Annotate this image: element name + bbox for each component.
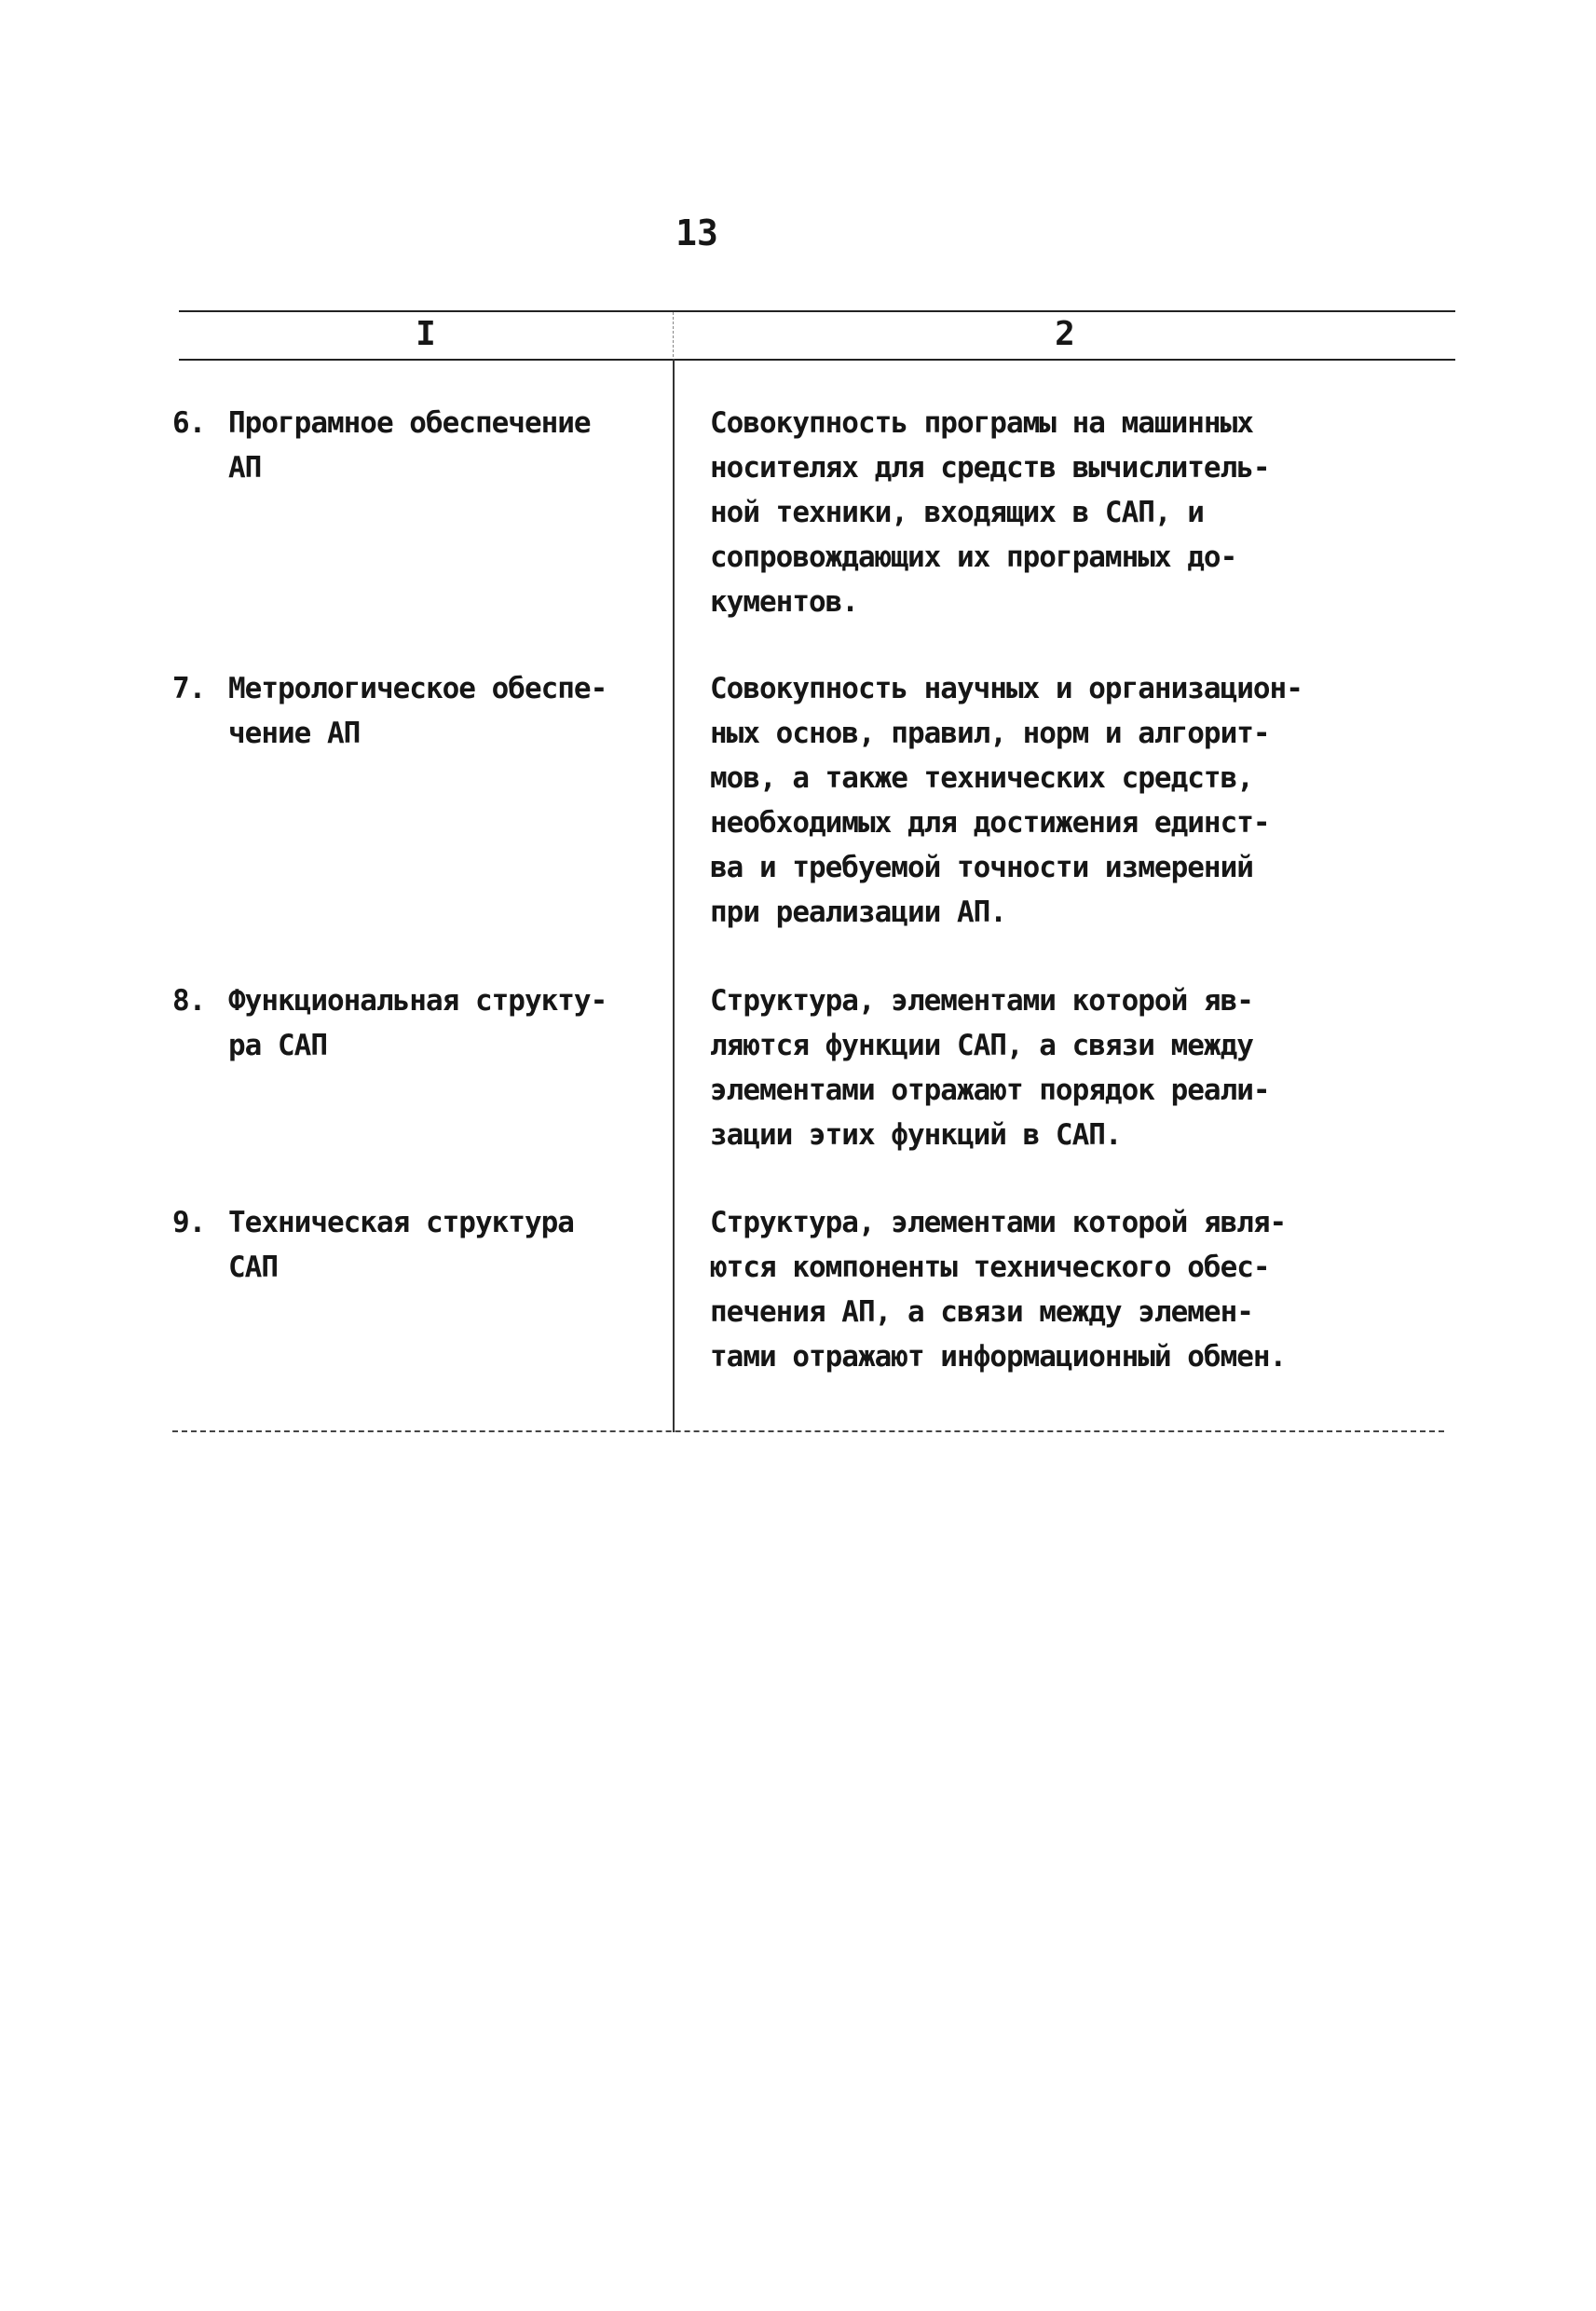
definition-cell [710, 666, 1381, 935]
definition-line: носителях для средств вычислитель- [710, 451, 1270, 485]
column-header-2: 2 [1055, 315, 1075, 353]
definition-line: ются компоненты технического обес- [710, 1251, 1270, 1284]
term-cell [172, 978, 666, 1068]
term-number: 6. [172, 406, 206, 440]
term-cell [172, 1200, 666, 1290]
definition-line: тами отражают информационный обмен. [710, 1340, 1287, 1374]
definition-line: кументов. [710, 585, 858, 619]
definition-line: при реализации АП. [710, 896, 1006, 929]
term-number: 8. [172, 984, 206, 1018]
definition-line: ной техники, входящих в САП, и [710, 496, 1204, 529]
term-line: САП [228, 1251, 278, 1284]
term-line: Функциональная структу- [228, 984, 607, 1018]
term-cell [172, 666, 666, 756]
term-cell [172, 401, 666, 490]
column-header-1: I [416, 315, 436, 353]
term-number: 7. [172, 672, 206, 705]
definition-cell [710, 1200, 1381, 1379]
definition-line: ва и требуемой точности измерений [710, 851, 1253, 884]
definition-line: печения АП, а связи между элемен- [710, 1295, 1253, 1329]
term-line: Техническая структура [228, 1206, 574, 1239]
definition-line: необходимых для достижения единст- [710, 806, 1270, 840]
term-line: Програмное обеспечение [228, 406, 591, 440]
table-bottom-rule [172, 1430, 1444, 1432]
term-line: ра САП [228, 1029, 327, 1062]
definition-line: Структура, элементами которой яв- [710, 984, 1253, 1018]
definition-cell [710, 978, 1381, 1157]
definition-line: элементами отражают порядок реали- [710, 1073, 1270, 1107]
term-line: Метрологическое обеспе- [228, 672, 607, 705]
definition-line: Совокупность програмы на машинных [710, 406, 1253, 440]
header-column-divider [673, 312, 674, 357]
definition-line: Структура, элементами которой явля- [710, 1206, 1287, 1239]
table-top-rule [179, 310, 1455, 312]
term-line: АП [228, 451, 262, 485]
term-line: чение АП [228, 717, 361, 750]
definition-cell [710, 401, 1381, 624]
definition-line: зации этих функций в САП. [710, 1118, 1122, 1152]
definition-line: Совокупность научных и организацион- [710, 672, 1303, 705]
definition-line: ных основ, правил, норм и алгорит- [710, 717, 1270, 750]
definition-line: сопровождающих их програмных до- [710, 540, 1237, 574]
column-divider [673, 359, 675, 1432]
definition-line: ляются функции САП, а связи между [710, 1029, 1253, 1062]
definition-line: мов, а также технических средств, [710, 761, 1253, 795]
term-number: 9. [172, 1206, 206, 1239]
page-number: 13 [675, 212, 718, 253]
table-header-rule [179, 359, 1455, 361]
